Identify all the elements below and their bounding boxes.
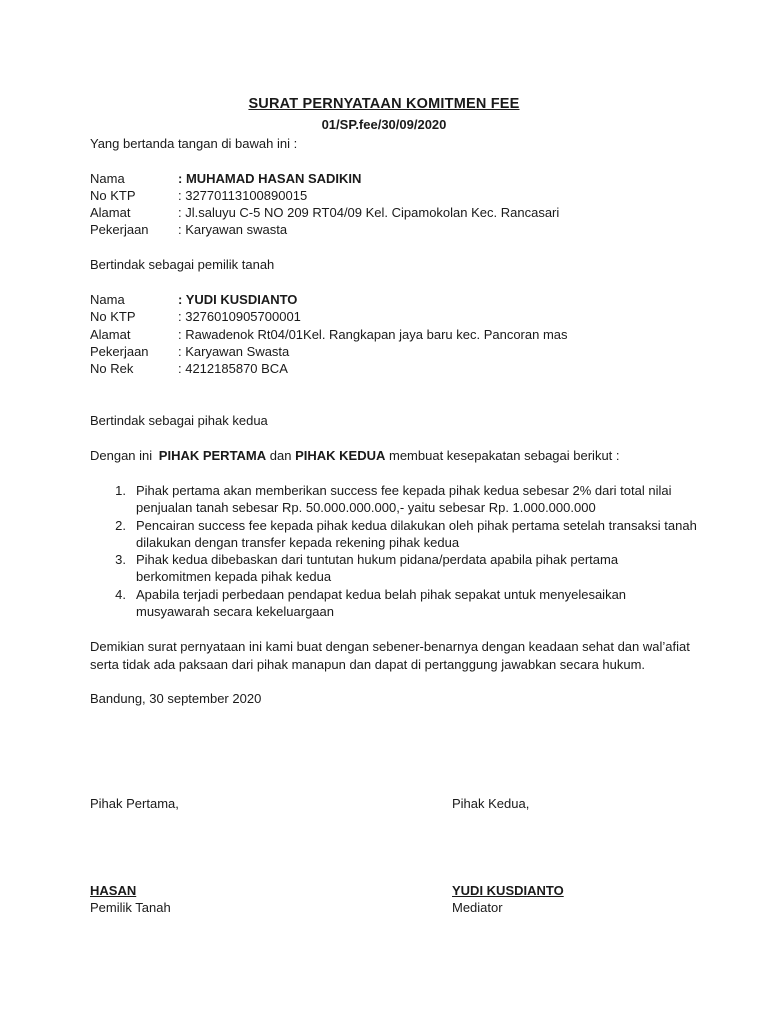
signature-role: Pemilik Tanah [90,900,171,915]
party1-value-ktp: : 32770113100890015 [178,188,308,203]
party1-role: Bertindak sebagai pemilik tanah [90,257,275,272]
document-title: SURAT PERNYATAAN KOMITMEN FEE [248,96,520,112]
list-item-line: Apabila terjadi perbedaan pendapat kedua belah pihak sepakat untuk menyelesaikan [136,587,627,602]
party2-label-pekerjaan: Pekerjaan [90,344,149,359]
party2-label-ktp: No KTP [90,309,136,324]
list-item-line: Pihak kedua dibebaskan dari tuntutan hukum pidana/perdata apabila pihak pertama [136,552,619,567]
list-item-number: 3. [115,552,126,567]
agreement-pihak-kedua: PIHAK KEDUA [295,448,386,463]
signature-role: Mediator [452,900,503,915]
party1-label-alamat: Alamat [90,205,131,220]
list-item-line: Pihak pertama akan memberikan success fee kepada pihak kedua sebesar 2% dari total nilai [136,483,672,498]
agreement-post: membuat kesepakatan sebagai berikut : [385,448,620,463]
list-item-line: Pencairan success fee kepada pihak kedua dilakukan oleh pihak pertama setelah transaksi tanah [136,518,697,533]
party2-label-alamat: Alamat [90,327,131,342]
agreement-statement [90,447,620,464]
list-item-line: musyawarah secara kekeluargaan [136,604,334,619]
party1-value-nama: : MUHAMAD HASAN SADIKIN [178,171,362,186]
list-item-number: 1. [115,483,126,498]
list-item-number: 4. [115,587,126,602]
party2-value-ktp: : 3276010905700001 [178,309,301,324]
list-item-line: berkomitmen kepada pihak kedua [136,569,332,584]
signature-heading: Pihak Pertama, [90,796,179,811]
agreement-pihak-pertama: PIHAK PERTAMA [158,448,267,463]
agreement-dan: dan [266,448,296,463]
intro-text: Yang bertanda tangan di bawah ini : [90,136,298,151]
party1-label-pekerjaan: Pekerjaan [90,222,149,237]
list-item-line: penjualan tanah sebesar Rp. 50.000.000.000,- yaitu sebesar Rp. 1.000.000.000 [136,500,596,515]
closing-line: serta tidak ada paksaan dari pihak manapun dan dapat di pertanggung jawabkan secara hukum. [90,657,646,672]
party2-role: Bertindak sebagai pihak kedua [90,413,268,428]
agreement-pre: Dengan ini [90,448,156,463]
place-date: Bandung, 30 september 2020 [90,691,262,706]
signature-name: YUDI KUSDIANTO [452,883,564,898]
document-number: 01/SP.fee/30/09/2020 [321,117,447,132]
list-item-number: 2. [115,518,126,533]
party2-label-norek: No Rek [90,361,134,376]
closing-line: Demikian surat pernyataan ini kami buat dengan sebener-benarnya dengan keadaan sehat dan wal’afiat [90,639,690,654]
party2-value-alamat: : Rawadenok Rt04/01Kel. Rangkapan jaya baru kec. Pancoran mas [178,327,568,342]
party1-value-pekerjaan: : Karyawan swasta [178,222,288,237]
party1-label-ktp: No KTP [90,188,136,203]
signature-heading: Pihak Kedua, [452,796,530,811]
signature-name: HASAN [90,883,137,898]
list-item-line: dilakukan dengan transfer kepada rekening pihak kedua [136,535,460,550]
party2-value-nama: : YUDI KUSDIANTO [178,292,298,307]
party1-value-alamat: : Jl.saluyu C-5 NO 209 RT04/09 Kel. Cipamokolan Kec. Rancasari [178,205,560,220]
party2-value-norek: : 4212185870 BCA [178,361,288,376]
party2-value-pekerjaan: : Karyawan Swasta [178,344,290,359]
party1-label-nama: Nama [90,171,125,186]
party2-label-nama: Nama [90,292,125,307]
